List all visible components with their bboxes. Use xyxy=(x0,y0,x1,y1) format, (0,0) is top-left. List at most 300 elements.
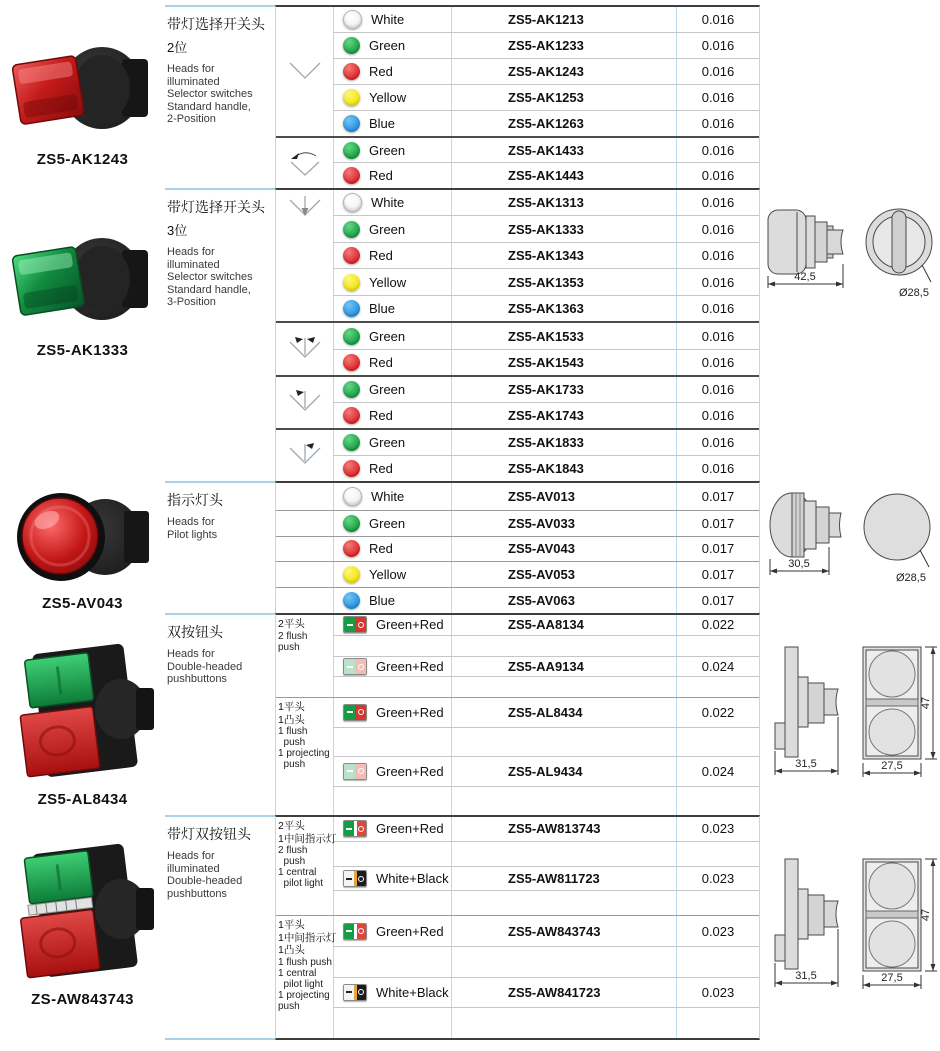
dimension-label: 47 xyxy=(920,908,932,922)
pushbutton-color-chip-grpale xyxy=(343,763,367,780)
dimension-drawing-illuminated-double-pushbutton xyxy=(765,855,940,1000)
weight-value: 0.017 xyxy=(701,515,735,531)
desc-en-line: 2-Position xyxy=(167,113,216,125)
group-rows xyxy=(334,323,759,374)
section-selector-2pos xyxy=(0,5,940,188)
parts-table xyxy=(275,481,760,613)
desc-en-line: pushbuttons xyxy=(167,673,227,685)
dimension-label: 27,5 xyxy=(881,972,903,984)
group-rows xyxy=(334,430,759,481)
color-cell xyxy=(334,59,452,84)
table-group xyxy=(276,483,759,510)
table-row xyxy=(334,58,759,84)
weight-cell-empty xyxy=(677,728,759,756)
table-row xyxy=(334,817,759,841)
pushbutton-color-chip-wbw xyxy=(343,870,367,887)
desc-en-line: Selector switches xyxy=(167,271,253,283)
variant-en-line: 1 flush xyxy=(278,726,308,738)
color-name: Green xyxy=(369,381,406,397)
desc-en-line: Double-headed xyxy=(167,660,243,673)
color-dot-green xyxy=(343,142,360,159)
dimension-label: Ø28,5 xyxy=(899,287,929,299)
weight-cell-empty xyxy=(677,947,759,977)
weight-value: 0.016 xyxy=(701,142,735,158)
symbol-3-position-spring-return-right xyxy=(285,442,325,468)
color-cell xyxy=(334,377,452,402)
variant-label-cell xyxy=(276,615,334,697)
group-rows xyxy=(334,7,759,136)
color-cell xyxy=(334,657,452,677)
table-row xyxy=(334,295,759,321)
pushbutton-color-chip-gr xyxy=(343,616,367,633)
weight-value: 0.022 xyxy=(701,704,735,720)
color-dot-red xyxy=(343,540,360,557)
variant-label xyxy=(276,615,307,653)
weight-value: 0.016 xyxy=(701,354,735,370)
table-row xyxy=(334,756,759,785)
table-group xyxy=(276,7,759,136)
switch-position-symbol-cell xyxy=(276,377,334,428)
part-number: ZS5-AK1263 xyxy=(452,111,677,136)
part-number: ZS5-AK1353 xyxy=(452,269,677,294)
table-row xyxy=(334,483,759,510)
part-number: ZS5-AK1233 xyxy=(452,33,677,58)
part-number: ZS5-AK1243 xyxy=(452,59,677,84)
color-cell xyxy=(334,243,452,268)
part-number: ZS5-AK1443 xyxy=(452,163,677,188)
model-caption: ZS-AW843743 xyxy=(31,991,134,1008)
color-cell xyxy=(334,867,452,891)
part-number: ZS5-AV053 xyxy=(452,562,677,587)
group-rows xyxy=(334,537,759,562)
symbol-3-position-spring-return-left xyxy=(285,389,325,415)
part-number: ZS5-AV013 xyxy=(452,483,677,510)
table-row xyxy=(334,916,759,946)
section-title-zh: 带灯选择开关头 xyxy=(167,16,265,32)
desc-en-line: Selector switches xyxy=(167,88,253,100)
color-name: Green xyxy=(369,515,406,531)
parts-table xyxy=(275,5,760,188)
part-cell-empty xyxy=(452,1008,677,1038)
table-row xyxy=(334,402,759,428)
variant-en-line: pilot light xyxy=(278,978,324,990)
spacer-row xyxy=(334,946,759,977)
variant-en-line: 1 projecting xyxy=(278,989,330,1001)
part-number: ZS5-AK1543 xyxy=(452,350,677,375)
part-number: ZS5-AK1313 xyxy=(452,190,677,215)
weight-value: 0.016 xyxy=(701,37,735,53)
color-name: White xyxy=(371,488,405,504)
part-number: ZS5-AA8134 xyxy=(452,615,677,635)
product-photo-illuminated-double-pushbutton xyxy=(5,841,160,983)
color-cell xyxy=(334,323,452,348)
table-row xyxy=(334,562,759,587)
color-name: Blue xyxy=(369,593,396,609)
weight-value: 0.016 xyxy=(701,168,735,184)
part-cell-empty xyxy=(452,842,677,866)
weight-cell-empty xyxy=(677,1008,759,1038)
desc-en-line: illuminated xyxy=(167,258,220,271)
color-cell-empty xyxy=(334,1008,452,1038)
weight-value: 0.016 xyxy=(701,434,735,450)
desc-en-line: illuminated xyxy=(167,75,220,88)
dimension-drawing-pilot xyxy=(765,489,940,602)
variant-zh-line: 1中间指示灯 xyxy=(278,931,337,944)
weight-value: 0.016 xyxy=(701,89,735,105)
section-subtitle-zh: 3位 xyxy=(167,223,188,238)
part-number: ZS5-AK1833 xyxy=(452,430,677,455)
color-name: Red xyxy=(369,407,393,423)
table-row xyxy=(334,511,759,536)
part-number: ZS5-AK1363 xyxy=(452,296,677,321)
variant-zh-line: 2平头 xyxy=(278,820,305,832)
part-number: ZS5-AK1743 xyxy=(452,403,677,428)
color-cell xyxy=(334,456,452,481)
part-number: ZS5-AK1533 xyxy=(452,323,677,348)
empty-symbol-cell xyxy=(276,588,334,613)
variant-label-cell xyxy=(276,916,337,1038)
color-dot-yellow xyxy=(343,566,360,583)
spacer-row xyxy=(334,727,759,756)
section-desc-en xyxy=(167,63,273,126)
weight-value: 0.016 xyxy=(701,328,735,344)
weight-value: 0.016 xyxy=(701,381,735,397)
parts-table xyxy=(275,815,760,1040)
section-title-zh: 指示灯头 xyxy=(167,492,223,508)
weight-value: 0.016 xyxy=(701,460,735,476)
variant-en-line: push xyxy=(278,856,306,867)
weight-value: 0.016 xyxy=(701,115,735,131)
desc-en-line: Heads for xyxy=(167,246,215,258)
color-cell xyxy=(334,511,452,536)
switch-position-symbol-cell xyxy=(276,7,334,136)
weight-value: 0.022 xyxy=(701,617,735,633)
section-desc-en xyxy=(167,516,273,541)
table-group xyxy=(276,915,759,1038)
color-dot-red xyxy=(343,63,360,80)
weight-value: 0.017 xyxy=(701,567,735,583)
table-row xyxy=(334,698,759,726)
switch-position-symbol-cell xyxy=(276,430,334,481)
color-name: Blue xyxy=(369,301,396,317)
parts-table xyxy=(275,188,760,481)
dimension-label: 31,5 xyxy=(795,758,817,770)
table-row xyxy=(334,138,759,163)
color-name: Red xyxy=(369,354,393,370)
part-number: ZS5-AV033 xyxy=(452,511,677,536)
section-subtitle-zh: 2位 xyxy=(167,40,188,55)
spacer-row xyxy=(334,890,759,915)
color-cell xyxy=(334,296,452,321)
section-description xyxy=(165,613,275,815)
group-rows xyxy=(334,562,759,587)
pushbutton-color-chip-gr xyxy=(343,704,367,721)
color-dot-green xyxy=(343,328,360,345)
product-photo-column xyxy=(0,613,165,815)
part-number: ZS5-AK1253 xyxy=(452,85,677,110)
color-dot-yellow xyxy=(343,89,360,106)
variant-en-line: push xyxy=(278,737,306,749)
section-description xyxy=(165,481,275,613)
weight-value: 0.016 xyxy=(701,407,735,423)
section-description xyxy=(165,188,275,481)
weight-value: 0.023 xyxy=(701,821,735,837)
variant-zh-line: 1中间指示灯 xyxy=(278,832,337,845)
color-name: Red xyxy=(369,63,393,79)
weight-value: 0.016 xyxy=(701,274,735,290)
variant-en-line: push xyxy=(278,759,306,771)
model-caption: ZS5-AK1333 xyxy=(36,342,129,359)
color-dot-red xyxy=(343,407,360,424)
desc-en-line: 3-Position xyxy=(167,296,216,308)
table-row xyxy=(334,537,759,562)
color-cell xyxy=(334,537,452,562)
variant-en-line: push xyxy=(278,641,300,653)
color-cell-empty xyxy=(334,677,452,697)
color-name: Red xyxy=(369,460,393,476)
spacer-row xyxy=(334,1007,759,1038)
dimension-label: 47 xyxy=(920,696,932,710)
table-row xyxy=(334,110,759,136)
color-name: Green xyxy=(369,221,406,237)
dimension-drawing-selector xyxy=(765,206,940,309)
table-group xyxy=(276,615,759,697)
empty-symbol-cell xyxy=(276,562,334,587)
color-name: Green xyxy=(369,328,406,344)
table-row xyxy=(334,162,759,188)
variant-en-line: 2 flush xyxy=(278,845,308,856)
color-name: White+Black xyxy=(376,871,449,887)
color-name: Red xyxy=(369,168,393,184)
color-cell xyxy=(334,33,452,58)
table-group xyxy=(276,428,759,481)
group-rows xyxy=(334,916,759,1038)
part-number: ZS5-AK1213 xyxy=(452,7,677,32)
weight-value: 0.023 xyxy=(701,984,735,1000)
weight-value: 0.016 xyxy=(701,301,735,317)
weight-value: 0.017 xyxy=(701,488,735,504)
color-name: White xyxy=(371,11,405,27)
color-name: Green+Red xyxy=(376,763,444,779)
dimension-label: 30,5 xyxy=(788,558,810,570)
pushbutton-color-chip-grpale xyxy=(343,658,367,675)
model-caption: ZS5-AK1243 xyxy=(36,151,129,168)
part-number: ZS5-AK1433 xyxy=(452,138,677,163)
spacer-row xyxy=(334,841,759,866)
color-cell xyxy=(334,698,452,726)
table-group xyxy=(276,136,759,188)
table-row xyxy=(334,242,759,268)
color-dot-red xyxy=(343,354,360,371)
empty-symbol-cell xyxy=(276,537,334,562)
table-row xyxy=(334,268,759,294)
table-row xyxy=(334,84,759,110)
product-photo-pilot-red xyxy=(10,487,155,587)
group-rows xyxy=(334,138,759,188)
weight-value: 0.016 xyxy=(701,195,735,211)
section-description xyxy=(165,5,275,188)
color-name: Green+Red xyxy=(376,617,444,633)
color-cell xyxy=(334,978,452,1008)
color-dot-white xyxy=(343,10,362,29)
symbol-3-position xyxy=(285,194,325,220)
table-row xyxy=(334,866,759,891)
color-name: White+Black xyxy=(376,984,449,1000)
pushbutton-color-chip-grw xyxy=(343,820,367,837)
symbol-2-position xyxy=(285,59,325,83)
part-number: ZS5-AK1333 xyxy=(452,216,677,241)
variant-label-cell xyxy=(276,817,337,915)
section-title-zh: 双按钮头 xyxy=(167,624,223,640)
color-dot-blue xyxy=(343,300,360,317)
variant-zh-line: 2平头 xyxy=(278,618,305,630)
weight-value: 0.016 xyxy=(701,63,735,79)
part-number: ZS5-AL9434 xyxy=(452,757,677,785)
product-photo-double-pushbutton xyxy=(5,641,160,783)
table-group xyxy=(276,697,759,815)
table-row xyxy=(334,349,759,375)
variant-label xyxy=(276,817,336,889)
weight-value: 0.017 xyxy=(701,541,735,557)
section-double-pushbuttons xyxy=(0,613,940,815)
part-cell-empty xyxy=(452,947,677,977)
switch-position-symbol-cell xyxy=(276,138,334,188)
color-cell-empty xyxy=(334,891,452,915)
table-group xyxy=(276,375,759,428)
color-name: Yellow xyxy=(369,567,407,583)
table-group xyxy=(276,321,759,374)
variant-zh-line: 1凸头 xyxy=(278,713,305,726)
weight-value: 0.016 xyxy=(701,221,735,237)
variant-en-line: 1 central xyxy=(278,967,317,979)
color-dot-blue xyxy=(343,115,360,132)
section-title-zh: 带灯选择开关头 xyxy=(167,199,265,215)
color-dot-white xyxy=(343,487,362,506)
product-photo-column xyxy=(0,481,165,613)
desc-en-line: pushbuttons xyxy=(167,887,227,900)
section-desc-en xyxy=(167,246,273,309)
color-dot-green xyxy=(343,37,360,54)
color-cell xyxy=(334,562,452,587)
color-name: Green+Red xyxy=(376,659,444,675)
variant-label xyxy=(276,916,336,1012)
model-caption: ZS5-AL8434 xyxy=(37,791,128,808)
desc-en-line: Double-headed xyxy=(167,875,243,887)
part-cell-empty xyxy=(452,787,677,815)
section-desc-en xyxy=(167,850,273,900)
color-name: Green xyxy=(369,434,406,450)
spacer-row xyxy=(334,676,759,697)
group-rows xyxy=(334,377,759,428)
color-dot-green xyxy=(343,434,360,451)
part-cell-empty xyxy=(452,891,677,915)
variant-zh-line: 1平头 xyxy=(278,701,305,714)
product-photo-column xyxy=(0,5,165,188)
desc-en-line: Heads for xyxy=(167,63,215,75)
color-dot-blue xyxy=(343,592,360,609)
table-group xyxy=(276,561,759,587)
color-dot-red xyxy=(343,460,360,477)
color-dot-red xyxy=(343,167,360,184)
part-number: ZS5-AK1843 xyxy=(452,456,677,481)
empty-symbol-cell xyxy=(276,511,334,536)
part-number: ZS5-AW841723 xyxy=(452,978,677,1008)
color-dot-green xyxy=(343,221,360,238)
color-cell xyxy=(334,817,452,841)
part-number: ZS5-AV063 xyxy=(452,588,677,613)
pushbutton-color-chip-wbw xyxy=(343,984,367,1001)
color-dot-green xyxy=(343,381,360,398)
product-photo-selector-red xyxy=(10,33,155,143)
variant-zh-line: 1凸头 xyxy=(278,944,305,957)
color-cell xyxy=(334,138,452,163)
pushbutton-color-chip-grw xyxy=(343,923,367,940)
group-rows xyxy=(334,615,759,697)
dimension-label: 31,5 xyxy=(795,970,817,982)
section-desc-en xyxy=(167,648,273,686)
table-row xyxy=(334,215,759,241)
color-cell-empty xyxy=(334,947,452,977)
color-name: Red xyxy=(369,248,393,264)
color-cell-empty xyxy=(334,636,452,656)
color-name: Green xyxy=(369,142,406,158)
section-description xyxy=(165,815,275,1040)
group-rows xyxy=(334,511,759,536)
weight-cell-empty xyxy=(677,677,759,697)
weight-value: 0.016 xyxy=(701,248,735,264)
table-group xyxy=(276,190,759,321)
weight-value: 0.023 xyxy=(701,871,735,887)
color-name: Yellow xyxy=(369,274,407,290)
weight-cell-empty xyxy=(677,787,759,815)
color-cell xyxy=(334,216,452,241)
color-name: Green+Red xyxy=(376,923,444,939)
model-caption: ZS5-AV043 xyxy=(42,595,123,612)
part-number: ZS5-AA9134 xyxy=(452,657,677,677)
color-cell xyxy=(334,757,452,785)
variant-en-line: 1 central xyxy=(278,867,317,878)
color-dot-green xyxy=(343,515,360,532)
part-cell-empty xyxy=(452,636,677,656)
spacer-row xyxy=(334,786,759,815)
section-pilot-lights xyxy=(0,481,940,613)
color-cell xyxy=(334,916,452,946)
weight-value: 0.023 xyxy=(701,923,735,939)
switch-position-symbol-cell xyxy=(276,190,334,321)
variant-en-line: 2 flush xyxy=(278,630,308,642)
table-row xyxy=(334,323,759,348)
part-cell-empty xyxy=(452,677,677,697)
group-rows xyxy=(334,588,759,613)
color-cell-empty xyxy=(334,787,452,815)
desc-en-line: Standard handle, xyxy=(167,100,251,113)
color-cell xyxy=(334,85,452,110)
variant-en-line: pilot light xyxy=(278,878,324,889)
desc-en-line: Heads for xyxy=(167,648,215,660)
color-cell xyxy=(334,163,452,188)
part-number: ZS5-AL8434 xyxy=(452,698,677,726)
part-number: ZS5-AK1733 xyxy=(452,377,677,402)
color-cell xyxy=(334,350,452,375)
section-title-zh: 带灯双按钮头 xyxy=(167,826,251,842)
symbol-2-position-spring-return xyxy=(285,148,325,178)
dimension-label: 27,5 xyxy=(881,760,903,772)
color-name: Green xyxy=(369,37,406,53)
table-row xyxy=(334,656,759,677)
color-name: White xyxy=(371,195,405,211)
variant-label xyxy=(276,698,330,770)
variant-label-cell xyxy=(276,698,334,815)
